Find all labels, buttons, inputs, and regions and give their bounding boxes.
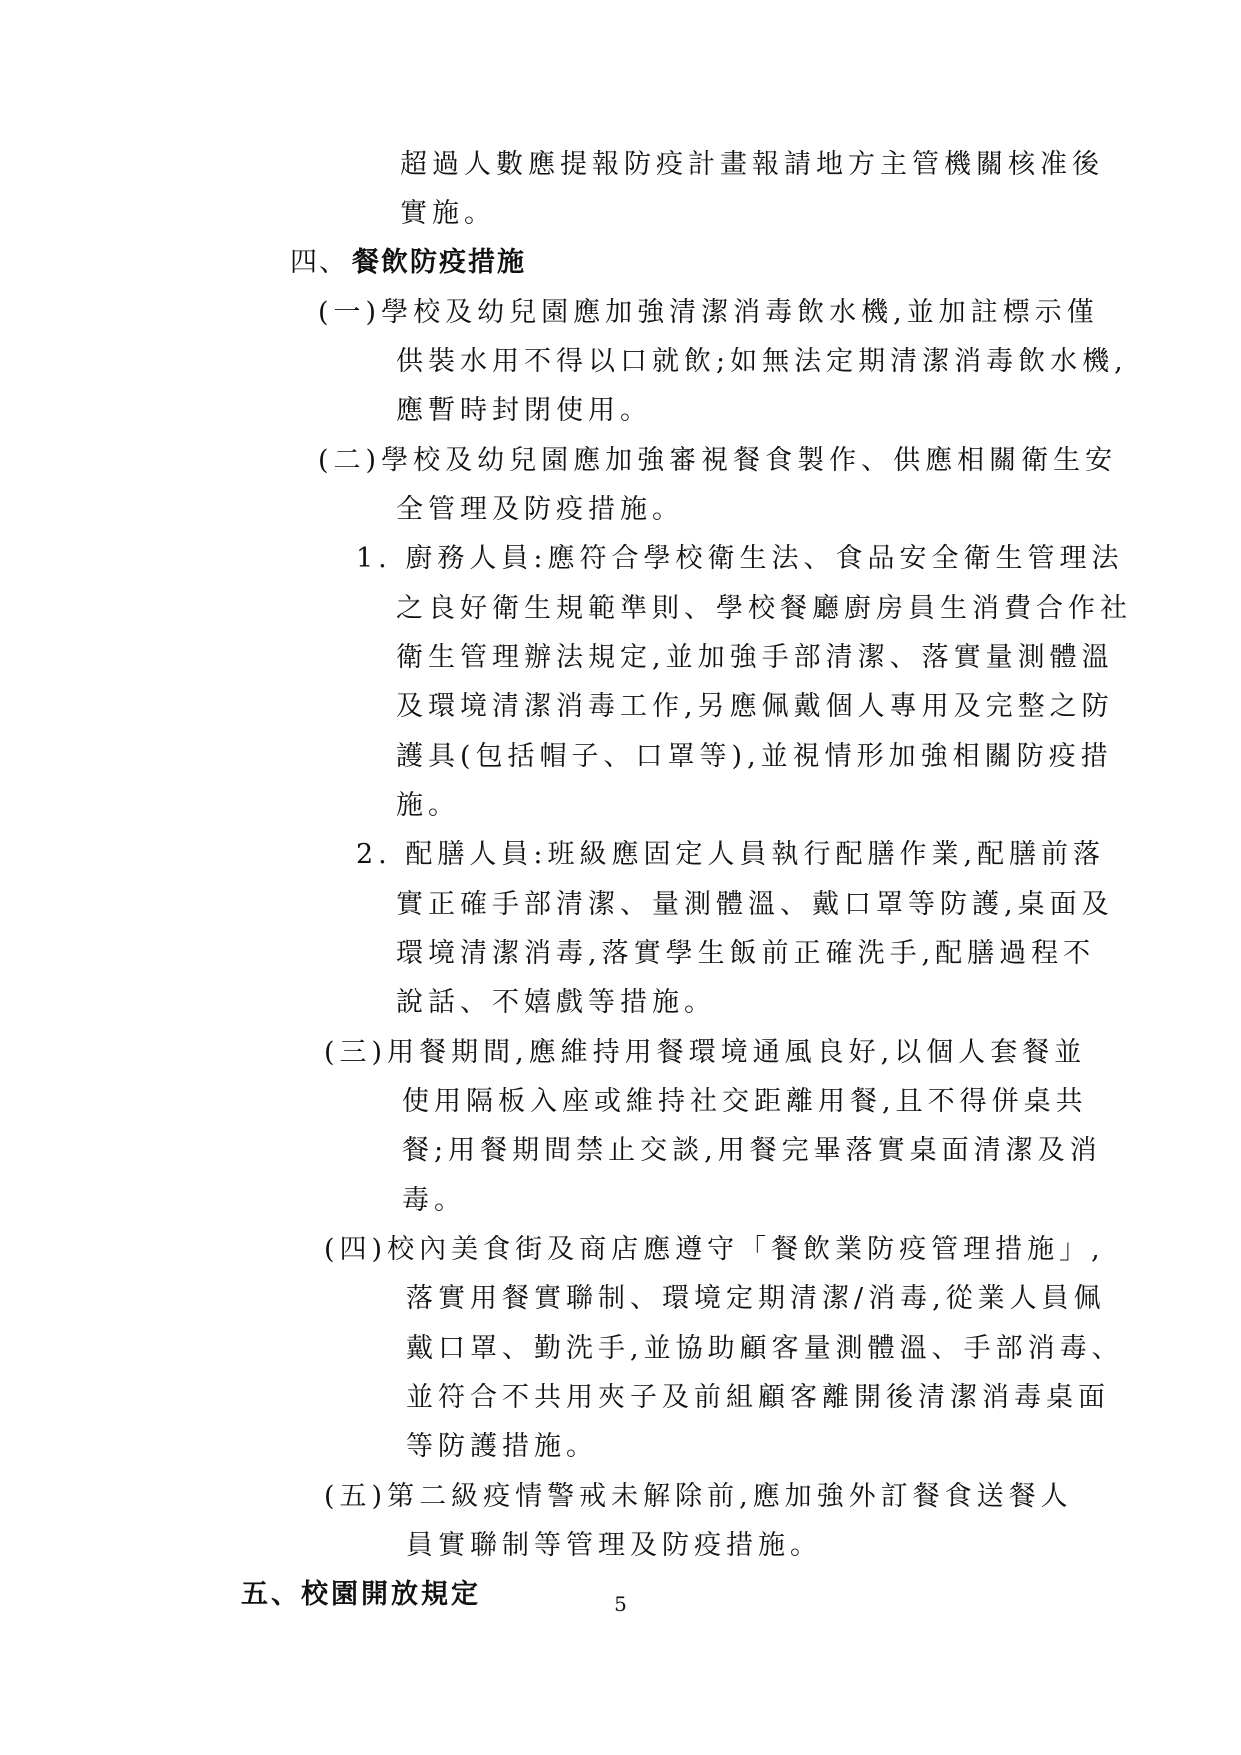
text-line: (四)校內美食街及商店應遵守「餐飲業防疫管理措施」, xyxy=(324,1234,1105,1265)
text-line: 超過人數應提報防疫計畫報請地方主管機關核准後 xyxy=(400,149,1104,180)
text-line: 施。 xyxy=(396,790,460,821)
text-line: 全管理及防疫措施。 xyxy=(396,494,684,525)
section-heading: 五、校園開放規定 xyxy=(241,1579,481,1610)
text-line: 落實用餐實聯制、環境定期清潔/消毒,從業人員佩 xyxy=(406,1283,1106,1314)
text-line: 應暫時封閉使用。 xyxy=(396,395,652,426)
text-line: 戴口罩、勤洗手,並協助顧客量測體溫、手部消毒、 xyxy=(406,1333,1124,1364)
text-line: 等防護措施。 xyxy=(406,1431,598,1462)
text-line: 及環境清潔消毒工作,另應佩戴個人專用及完整之防 xyxy=(396,691,1114,722)
text-line: (一)學校及幼兒園應加強清潔消毒飲水機,並加註標示僅 xyxy=(318,297,1099,328)
text-line: (五)第二級疫情警戒未解除前,應加強外訂餐食送餐人 xyxy=(324,1481,1073,1512)
text-line: 實正確手部清潔、量測體溫、戴口罩等防護,桌面及 xyxy=(396,889,1114,920)
text-line: 1. 廚務人員:應符合學校衛生法、食品安全衛生管理法 xyxy=(356,543,1124,574)
section-heading: 餐飲防疫措施 xyxy=(352,247,526,278)
section-number: 四、 xyxy=(290,247,348,278)
page-number: 5 xyxy=(614,1592,627,1616)
text-line: 餐;用餐期間禁止交談,用餐完畢落實桌面清潔及消 xyxy=(402,1135,1102,1166)
text-line: 毒。 xyxy=(402,1185,466,1216)
text-line: 之良好衛生規範準則、學校餐廳廚房員生消費合作社 xyxy=(396,593,1132,624)
text-line: 使用隔板入座或維持社交距離用餐,且不得併桌共 xyxy=(402,1086,1088,1117)
text-line: (二)學校及幼兒園應加強審視餐食製作、供應相關衛生安 xyxy=(318,445,1118,476)
text-line: 實施。 xyxy=(400,198,496,229)
text-line: 供裝水用不得以口就飲;如無法定期清潔消毒飲水機, xyxy=(396,346,1128,377)
text-line: 說話、不嬉戲等措施。 xyxy=(396,987,716,1018)
text-line: 衛生管理辦法規定,並加強手部清潔、落實量測體溫 xyxy=(396,642,1114,673)
text-line: (三)用餐期間,應維持用餐環境通風良好,以個人套餐並 xyxy=(324,1037,1087,1068)
text-line: 員實聯制等管理及防疫措施。 xyxy=(406,1530,822,1561)
text-line: 並符合不共用夾子及前組顧客離開後清潔消毒桌面 xyxy=(406,1382,1110,1413)
text-line: 2. 配膳人員:班級應固定人員執行配膳作業,配膳前落 xyxy=(356,839,1106,870)
text-line: 環境清潔消毒,落實學生飯前正確洗手,配膳過程不 xyxy=(396,938,1096,969)
text-line: 護具(包括帽子、口罩等),並視情形加強相關防疫措 xyxy=(396,741,1113,772)
